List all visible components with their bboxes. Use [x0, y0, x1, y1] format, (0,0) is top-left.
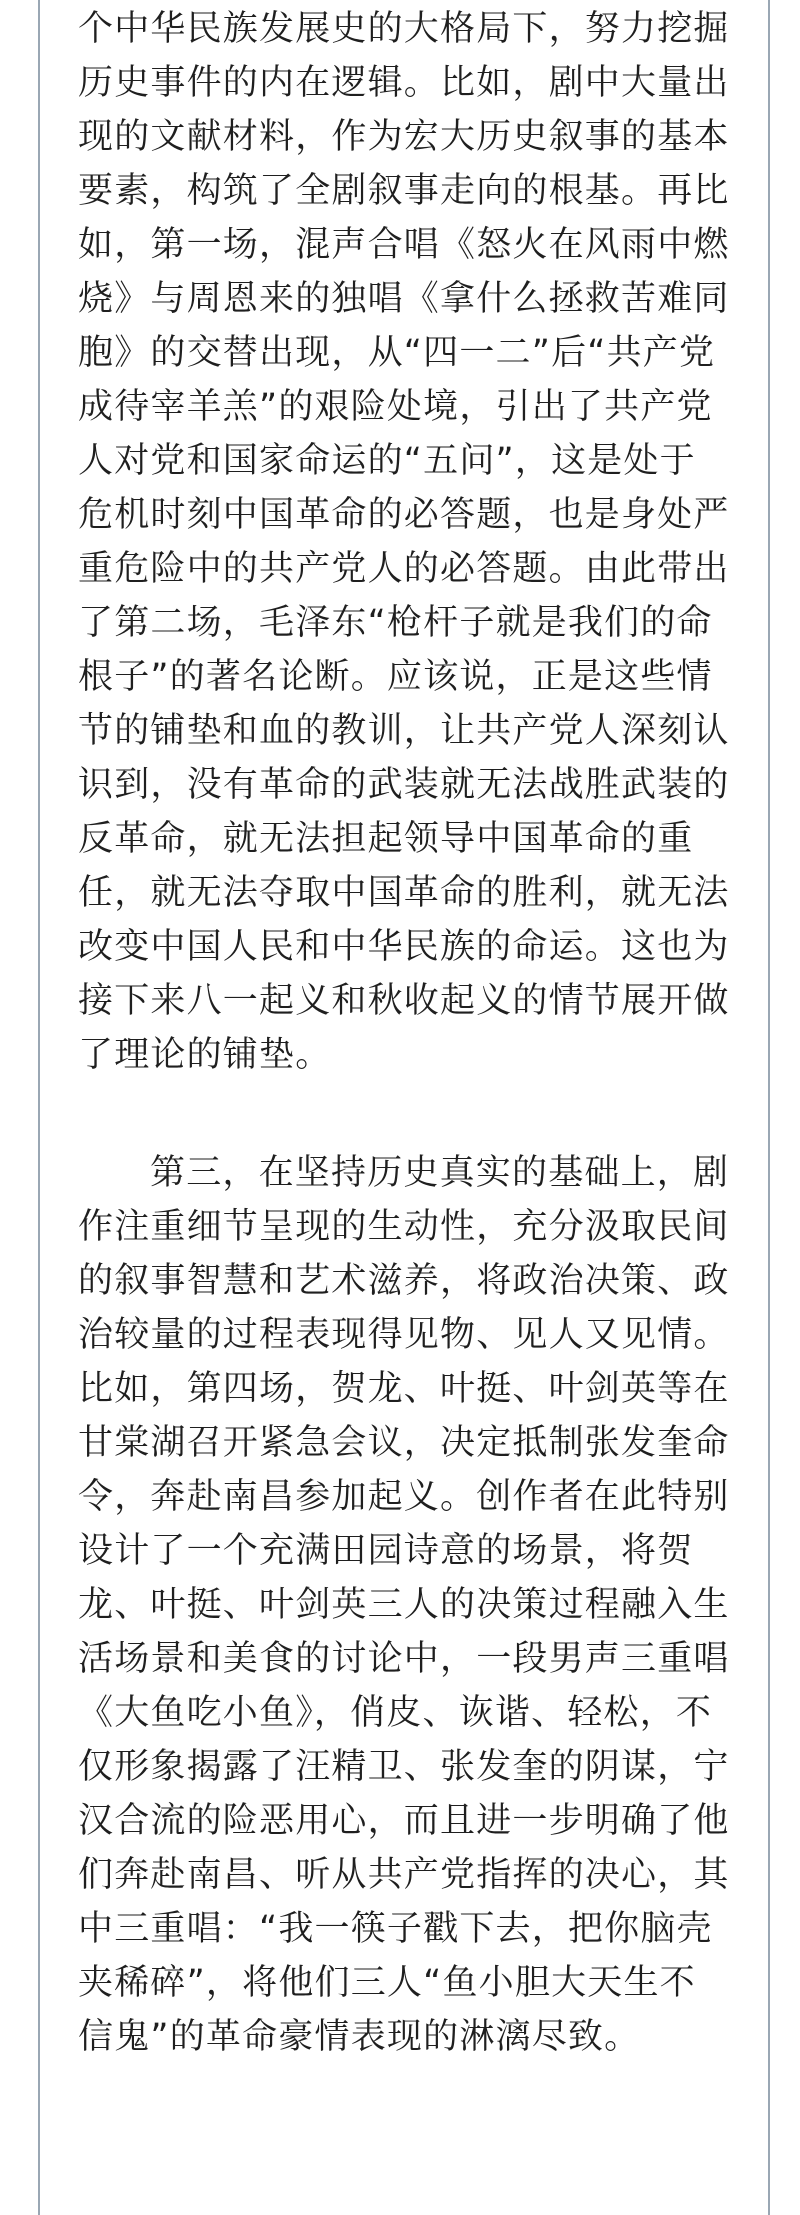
text-line: 成待宰羊羔”的艰险处境，引出了共产党	[78, 387, 713, 427]
paragraph-1	[78, 0, 738, 1082]
text-line: 作注重细节呈现的生动性，充分汲取民间	[78, 1207, 730, 1247]
text-line: 人对党和国家命运的“五问”，这是处于	[78, 441, 696, 481]
text-line: 信鬼”的革命豪情表现的淋漓尽致。	[78, 2017, 641, 2057]
text-line: 接下来八一起义和秋收起义的情节展开做	[78, 981, 730, 1021]
text-line: 历史事件的内在逻辑。比如，剧中大量出	[78, 63, 730, 103]
text-line: 如，第一场，混声合唱《怒火在风雨中燃	[78, 225, 730, 265]
text-line: 反革命，就无法担起领导中国革命的重	[78, 819, 694, 859]
text-line: 重危险中的共产党人的必答题。由此带出	[78, 549, 730, 589]
text-line: 汉合流的险恶用心，而且进一步明确了他	[78, 1801, 730, 1841]
text-line: 危机时刻中国革命的必答题，也是身处严	[78, 495, 730, 535]
text-line: 夹稀碎”，将他们三人“鱼小胆大天生不	[78, 1963, 696, 2003]
text-line: 个中华民族发展史的大格局下，努力挖掘	[78, 9, 730, 49]
text-line: 胞》的交替出现，从“四一二”后“共产党	[78, 333, 716, 373]
text-line: 识到，没有革命的武装就无法战胜武装的	[78, 765, 730, 805]
text-line: 们奔赴南昌、听从共产党指挥的决心，其	[78, 1855, 730, 1895]
text-line: 治较量的过程表现得见物、见人又见情。	[78, 1315, 730, 1355]
paragraph-2	[78, 1146, 738, 2064]
text-line: 要素，构筑了全剧叙事走向的根基。再比	[78, 171, 730, 211]
text-line: 改变中国人民和中华民族的命运。这也为	[78, 927, 730, 967]
text-line: 活场景和美食的讨论中，一段男声三重唱	[78, 1639, 730, 1679]
text-line: 任，就无法夺取中国革命的胜利，就无法	[78, 873, 730, 913]
paragraph-gap	[78, 1082, 738, 1146]
text-line: 仅形象揭露了汪精卫、张发奎的阴谋，宁	[78, 1747, 730, 1787]
text-line: 了理论的铺垫。	[78, 1035, 332, 1075]
text-line: 根子”的著名论断。应该说，正是这些情	[78, 657, 713, 697]
text-line: 甘棠湖召开紧急会议，决定抵制张发奎命	[78, 1423, 730, 1463]
article-body	[78, 0, 738, 2064]
text-line: 中三重唱：“我一筷子戳下去，把你脑壳	[78, 1909, 713, 1949]
text-line: 的叙事智慧和艺术滋养，将政治决策、政	[78, 1261, 730, 1301]
text-line: 烧》与周恩来的独唱《拿什么拯救苦难同	[78, 279, 730, 319]
text-line: 了第二场，毛泽东“枪杆子就是我们的命	[78, 603, 713, 643]
text-line: 现的文献材料，作为宏大历史叙事的基本	[78, 117, 730, 157]
text-line: 比如，第四场，贺龙、叶挺、叶剑英等在	[78, 1369, 730, 1409]
text-line: 节的铺垫和血的教训，让共产党人深刻认	[78, 711, 730, 751]
text-line: 设计了一个充满田园诗意的场景，将贺	[78, 1531, 694, 1571]
text-line: 令，奔赴南昌参加起义。创作者在此特别	[78, 1477, 730, 1517]
text-line: 龙、叶挺、叶剑英三人的决策过程融入生	[78, 1585, 730, 1625]
text-line: 第三，在坚持历史真实的基础上，剧	[150, 1153, 730, 1193]
text-line: 《大鱼吃小鱼》，俏皮、诙谐、轻松，不	[78, 1693, 713, 1733]
